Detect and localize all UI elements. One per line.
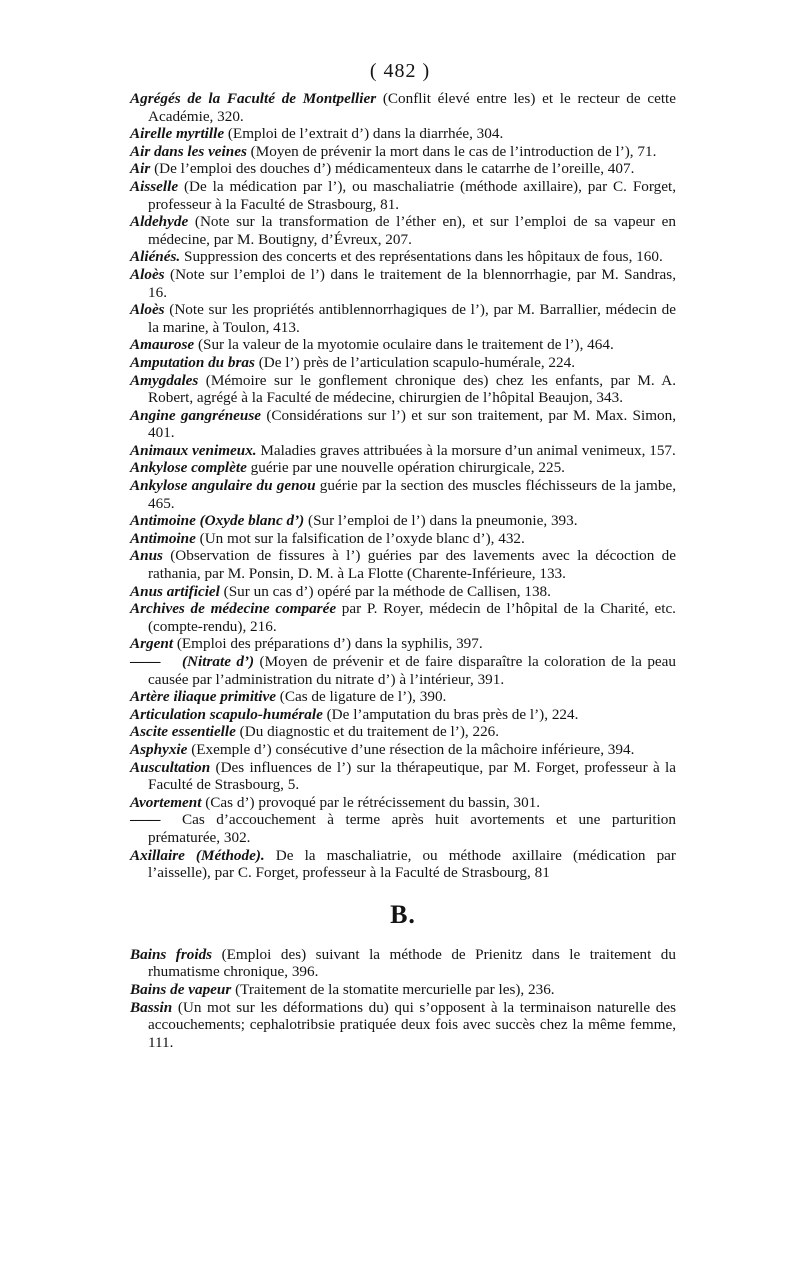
index-entry xyxy=(130,759,676,794)
entries-section-a xyxy=(130,90,676,882)
entry-headword: Avortement xyxy=(130,793,202,811)
entry-text: (Emploi des) suivant la méthode de Prienitz dans le traitement du rhumatisme chronique, 396. xyxy=(148,945,676,981)
entry-headword: Ankylose angulaire du genou xyxy=(130,477,316,495)
entry-text: (Sur un cas d’) opéré par la méthode de Callisen, 138. xyxy=(219,582,551,600)
index-entry xyxy=(130,477,676,512)
entry-text: (Un mot sur la falsification de l’oxyde blanc d’), 432. xyxy=(195,529,525,547)
entry-text: Suppression des concerts et des représentations dans les hôpitaux de fous, 160. xyxy=(180,248,663,266)
section-letter-heading: B. xyxy=(390,899,416,929)
entry-text: (Note sur les propriétés antiblennorrhagiques de l’), par M. Barrallier, médecin de la marine, à Toulon, 413. xyxy=(148,301,676,336)
entry-text: (Emploi de l’extrait d’) dans la diarrhée, 304. xyxy=(224,125,504,143)
entry-headword: Aisselle xyxy=(130,177,179,195)
entry-headword: Bassin xyxy=(130,998,173,1016)
index-entry xyxy=(130,442,676,460)
ditto-dash: —— xyxy=(130,653,161,670)
entry-text: (Traitement de la stomatite mercurielle par les), 236. xyxy=(231,980,555,998)
entry-text: (Mémoire sur le gonflement chronique des) chez les enfants, par M. A. Robert, agrégé à la Faculté de médecine, chirurgien de l’hôpital Beaujon, 343. xyxy=(148,371,676,407)
index-entry xyxy=(130,512,676,530)
entry-text: (De l’emploi des douches d’) médicamenteux dans le catarrhe de l’oreille, 407. xyxy=(150,160,635,178)
index-column xyxy=(130,90,676,1051)
index-entry xyxy=(130,794,676,812)
entry-headword: Amputation du bras xyxy=(130,353,255,371)
entry-headword: (Nitrate d’) xyxy=(182,653,255,670)
entry-text: De la maschaliatrie, ou méthode axillaire (médication par l’aisselle), par C. Forget, professeur à la Faculté de Strasbourg, 81 xyxy=(148,846,676,882)
entry-text: par P. Royer, médecin de l’hôpital de la Charité, etc. (compte-rendu), 216. xyxy=(148,600,676,635)
entry-text: (Exemple d’) consécutive d’une résection de la mâchoire inférieure, 394. xyxy=(187,740,635,758)
entry-headword: Articulation scapulo-humérale xyxy=(130,705,323,723)
index-entry xyxy=(130,336,676,354)
page-number: ( 482 ) xyxy=(369,60,431,82)
index-entry xyxy=(130,811,676,846)
entry-text: (Du diagnostic et du traitement de l’), 226. xyxy=(235,723,500,741)
index-entry xyxy=(130,125,676,143)
index-entry xyxy=(130,248,676,266)
entry-headword: Air xyxy=(130,160,151,178)
entry-headword: Bains froids xyxy=(130,945,213,963)
index-entry xyxy=(130,530,676,548)
entry-headword: Aloès xyxy=(130,265,165,283)
entry-headword: Aldehyde xyxy=(130,213,189,231)
entry-text: (Cas d’) provoqué par le rétrécissement du bassin, 301. xyxy=(201,793,541,811)
entry-headword: Anus xyxy=(130,547,163,565)
entry-headword: Air dans les veines xyxy=(130,142,247,160)
entry-headword: Axillaire (Méthode). xyxy=(130,846,265,864)
entry-text: Cas d’accouchement à terme après huit avortements et une parturition prématurée, 302. xyxy=(148,811,676,846)
entry-text: (Emploi des préparations d’) dans la syphilis, 397. xyxy=(173,635,483,653)
entry-text: (Conflit élevé entre les) et le recteur de cette Académie, 320. xyxy=(148,90,677,125)
entry-headword: Ankylose complète xyxy=(130,459,247,477)
entry-headword: Auscultation xyxy=(130,758,211,776)
index-entry xyxy=(130,946,676,981)
index-entry xyxy=(130,981,676,999)
entry-text: (De l’amputation du bras près de l’), 224. xyxy=(322,705,579,723)
index-entry xyxy=(130,723,676,741)
index-entry xyxy=(130,143,676,161)
entry-text: (De l’) près de l’articulation scapulo-humérale, 224. xyxy=(254,353,576,371)
entry-headword: Angine gangréneuse xyxy=(130,406,262,424)
entry-text: (Considérations sur l’) et sur son traitement, par M. Max. Simon, 401. xyxy=(148,406,676,442)
index-entry xyxy=(130,847,676,882)
entry-text: (De la médication par l’), ou maschaliatrie (méthode axillaire), par C. Forget, professeur à la Faculté de Strasbourg, 81. xyxy=(148,177,676,213)
entry-headword: Amaurose xyxy=(130,336,195,354)
index-entry xyxy=(130,688,676,706)
entry-text: (Observation de fissures à l’) guéries par des lavements avec la décoction de rathania, par M. Ponsin, D. M. à La Flotte (Charente-Inférieure, 133. xyxy=(148,547,676,583)
entry-text: (Moyen de prévenir la mort dans le cas de l’introduction de l’), 71. xyxy=(246,142,657,160)
entry-headword: Ascite essentielle xyxy=(130,723,236,741)
index-entry xyxy=(130,741,676,759)
entries-section-b xyxy=(130,946,676,1052)
index-entry xyxy=(130,372,676,407)
index-entry xyxy=(130,178,676,213)
entry-text: (Un mot sur les déformations du) qui s’opposent à la terminaison naturelle des accouchements; cephalotribsie pratiquée deux fois avec succès chez la même femme, 111. xyxy=(148,998,676,1051)
entry-headword: Archives de médecine comparée xyxy=(130,600,337,618)
index-entry xyxy=(130,635,676,653)
index-entry xyxy=(130,706,676,724)
index-entry xyxy=(130,407,676,442)
index-entry xyxy=(130,600,676,635)
index-entry xyxy=(130,354,676,372)
entry-text: (Note sur la transformation de l’éther en), et sur l’emploi de sa vapeur en médecine, par M. Boutigny, d’Évreux, 207. xyxy=(148,213,676,248)
entry-text: (Cas de ligature de l’), 390. xyxy=(275,688,447,706)
index-entry xyxy=(130,547,676,582)
index-entry xyxy=(130,301,676,336)
index-entry xyxy=(130,213,676,248)
entry-text: guérie par la section des muscles fléchisseurs de la jambe, 465. xyxy=(148,477,676,512)
entry-headword: Agrégés de la Faculté de Montpellier xyxy=(130,90,377,107)
index-entry xyxy=(130,160,676,178)
entry-headword: Aloès xyxy=(130,301,165,319)
entry-headword: Airelle myrtille xyxy=(130,125,225,143)
entry-text: (Sur la valeur de la myotomie oculaire dans le traitement de l’), 464. xyxy=(194,336,614,354)
entry-headword: Animaux venimeux. xyxy=(130,441,257,459)
entry-headword: Artère iliaque primitive xyxy=(130,688,276,706)
index-entry xyxy=(130,266,676,301)
entry-headword: Anus artificiel xyxy=(130,582,220,600)
entry-headword: Asphyxie xyxy=(130,740,188,758)
entry-text: (Moyen de prévenir et de faire disparaître la coloration de la peau causée par l’administration du nitrate d’) à l’intérieur, 391. xyxy=(148,653,676,688)
ditto-dash: —— xyxy=(130,811,161,829)
index-entry xyxy=(130,999,676,1052)
entry-headword: Argent xyxy=(130,635,174,653)
entry-headword: Aliénés. xyxy=(130,248,181,266)
entry-headword: Bains de vapeur xyxy=(130,980,232,998)
index-entry xyxy=(130,653,676,688)
entry-headword: Antimoine (Oxyde blanc d’) xyxy=(130,512,305,530)
entry-headword: Antimoine xyxy=(130,529,196,547)
entry-text: (Sur l’emploi de l’) dans la pneumonie, 393. xyxy=(304,512,578,530)
entry-text: Maladies graves attribuées à la morsure d’un animal venimeux, 157. xyxy=(256,441,676,459)
index-entry xyxy=(130,90,676,125)
entry-text: (Note sur l’emploi de l’) dans le traitement de la blennorrhagie, par M. Sandras, 16. xyxy=(148,265,676,301)
index-entry xyxy=(130,583,676,601)
entry-text: guérie par une nouvelle opération chirurgicale, 225. xyxy=(246,459,565,477)
entry-headword: Amygdales xyxy=(130,371,199,389)
entry-text: (Des influences de l’) sur la thérapeutique, par M. Forget, professeur à la Faculté de Strasbourg, 5. xyxy=(148,758,676,794)
index-entry xyxy=(130,459,676,477)
